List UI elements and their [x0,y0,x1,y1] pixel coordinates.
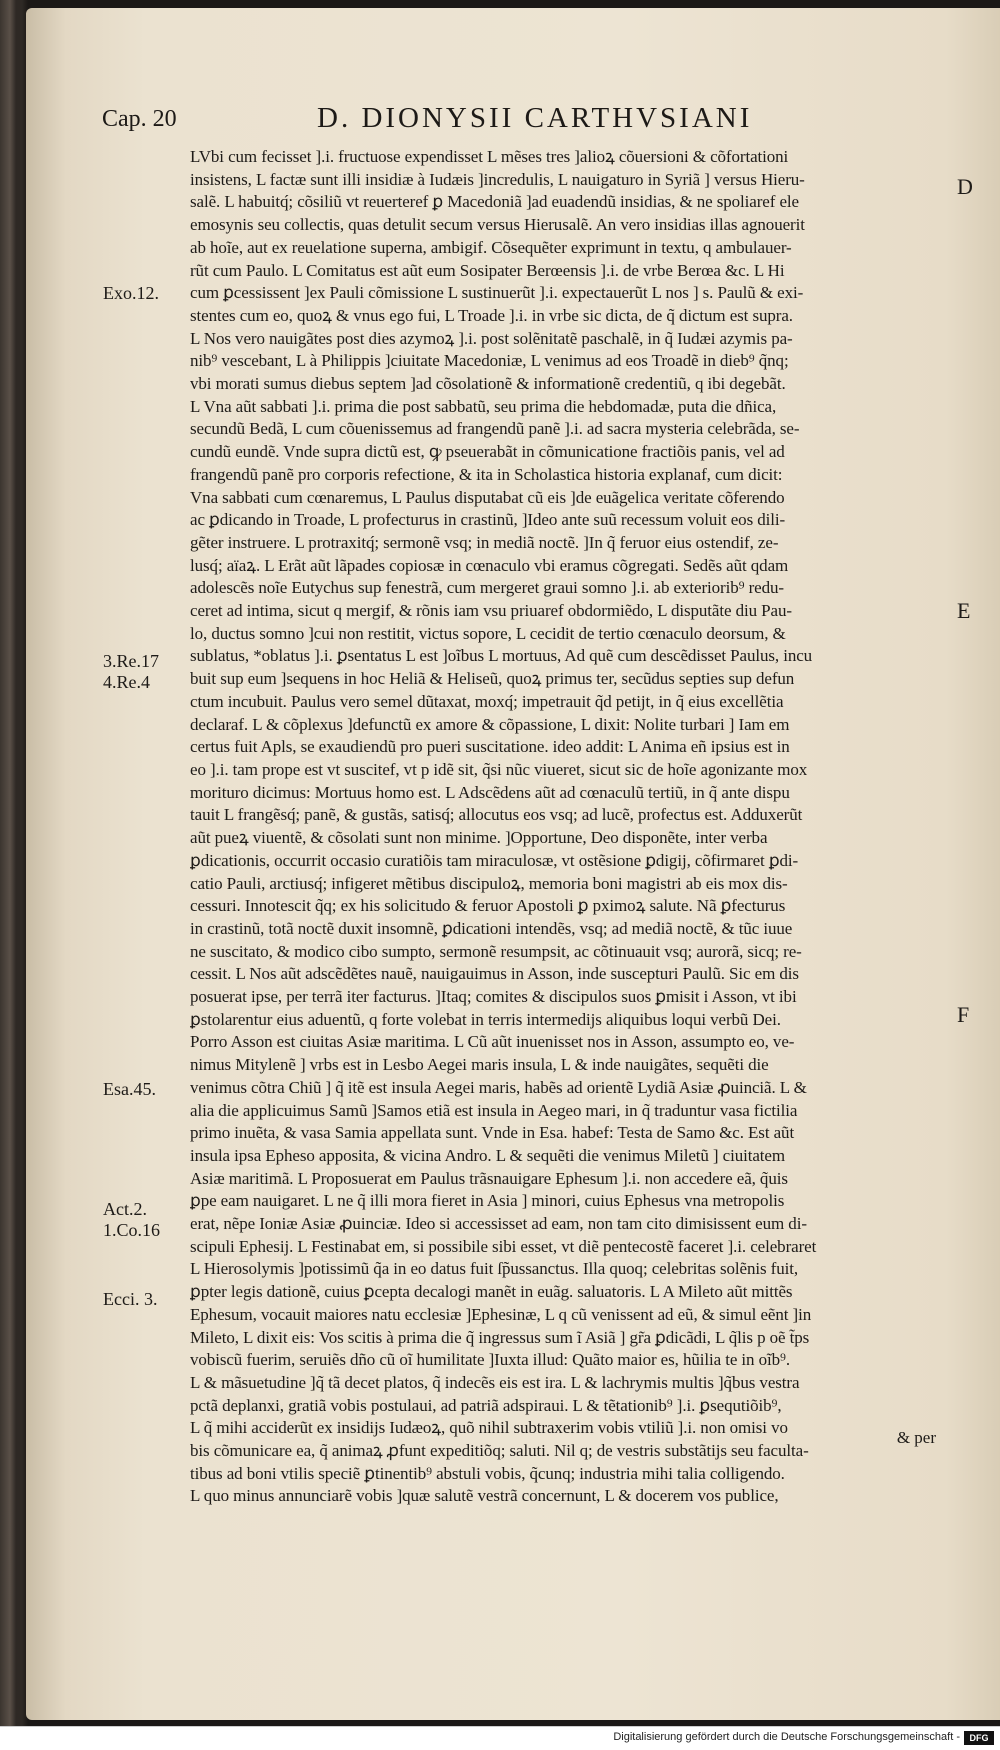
running-head [102,102,962,138]
dfg-logo: DFG [964,1731,994,1745]
text-line: lusq́; aïaꝝ. L Erãt aũt lãpades copiosæ in cœnaculo vbi eramus cõgregati. Sedẽs aũt qdam [190,555,789,575]
catchword: & per [896,1428,936,1447]
text-line: morituro dicimus: Mortuus homo est. L Adscẽdens aũt ad cœnaculũ tertiũ, in q̃ ante dispu [190,782,790,802]
text-line: posuerat ipse, per terrã iter facturus. ]Itaq; comites & discipulos suos ꝑmisit i Asson, vt ibi [190,987,797,1007]
text-line: gẽter instruere. L protraxitq́; sermonẽ vsq; in mediã noctẽ. ]In q̃ feruor eius ostendif, ze- [190,532,779,552]
funding-credit: Digitalisierung gefördert durch die Deutsche Forschungsgemeinschaft - [613,1731,960,1743]
text-line: L & mãsuetudine ]q̃ tã decet platos, q̃ indecẽs eis est ira. L & lachrymis multis ]q̃bus vestra [190,1372,800,1392]
text-line: vbi morati sumus diebus septem ]ad cõsolationẽ & informationẽ credentiũ, q ibi degebãt. [190,374,786,394]
text-line: Vna sabbati cum cœnaremus, L Paulus disputabat cũ eis ]de euãgelica veritate cõferendo [190,487,785,507]
text-line: insula ipsa Epheso apposita, & vicina Andro. L & sequẽti die venimus Miletũ ] ciuitatem [190,1145,785,1165]
text-line: erat, nẽpe Ioniæ Asiæ ꝓuinciæ. Ideo si accessisset ad eam, non tam cito dimisissent eum di- [190,1214,807,1234]
text-line: lo, ductus somno ]cui non restitit, victus sopore, L cecidit de tertio cœnaculo deorsum, & [190,623,786,643]
page-title: D. DIONYSII CARTHVSIANI [317,102,753,134]
text-line: ꝑdicationis, occurrit occasio curatiõis tam miraculosæ, vt ostẽsione ꝑdigij, cõfirmaret ꝑdi- [190,850,799,870]
text-line: vobiscũ fuerim, seruiẽs dño cũ oĩ humilitate ]Iuxta illud: Quãto maior es, hũilia te in oĩb⁹. [190,1350,791,1370]
text-line: salẽ. L habuitq́; cõsiliũ vt reuerteref ꝑ Macedoniã ]ad euadendũ insidias, & ne spoliaref ele [190,192,799,212]
text-line: aũt pueꝝ viuentẽ, & cõsolati sunt non minime. ]Opportune, Deo disponẽte, inter verba [190,828,768,848]
text-line: venimus cõtra Chiũ ] q̃ itẽ est insula Aegei maris, habẽs ad orientẽ Lydiã Asiæ ꝓuinciã. L & [190,1077,807,1097]
text-line: emosynis seu collectis, quas detulit secum versus Hierusalẽ. An vero insidias illas agnouerit [190,215,805,235]
text-line: ne suscitato, & modico cibo sumpto, sermonẽ resumpsit, ac cõtinuauit vsq; aurorã, sicq; re- [190,941,802,961]
text-line: ꝑpter legis dationẽ, cuius ꝑcepta decalogi manẽt in euãg. saluatoris. L A Mileto aũt mittẽs [190,1282,793,1302]
text-line: buit sup eum ]sequens in hoc Heliã & Heliseũ, quoꝝ primus ter, secũdus septies sup defun [190,669,795,689]
text-line: tibus ad boni vtilis speciẽ ꝑtinentib⁹ abstuli vobis, q̃cunq; industria mihi talia colligendo. [190,1463,785,1483]
margin-note: Ecci. 3. [103,1289,158,1309]
text-line: ꝑstolarentur eius aduentũ, q forte volebat in terris intermedijs aliquibus loqui verbũ Dei. [190,1009,781,1029]
text-line: cessuri. Innotescit q̃q; ex his solicitudo & feruor Apostoli ꝑ pximoꝝ salute. Nã ꝑfecturus [190,896,786,916]
digitization-footer [0,1726,1000,1750]
text-line: insistens, L factæ sunt illi insidiæ à Iudæis ]incredulis, L nauigaturo in Syriã ] versus Hieru- [190,169,805,189]
text-line: L quo minus annunciarẽ vobis ]quæ salutẽ vestrã concernunt, L & docerem vos publice, [190,1486,779,1506]
section-letter: F [957,1002,970,1027]
text-line: ab hoĩe, aut ex reuelatione superna, ambigif. Cõsequẽter exprimunt in textu, q ambulauer- [190,237,792,257]
text-line: certus fuit Apls, se exaudiendũ pro pueri suscitatione. ideo addit: L Anima eñ ipsius est in [190,737,790,757]
text-line: nimus Mitylenẽ ] vrbs est in Lesbo Aegei maris insula, L & inde nauigãtes, sequẽti die [190,1055,769,1075]
text-line: rũt cum Paulo. L Comitatus est aũt eum Sosipater Berœensis ].i. de vrbe Berœa &c. L Hi [190,260,785,280]
text-line: Mileto, L dixit eis: Vos scitis à prima die q̃ ingressus sum ĩ Asiã ] gr̃a ꝑdicãdi, L q̃lis p oẽ t̃ps [190,1327,810,1347]
text-line: ꝑpe eam nauigaret. L ne q̃ illi mora fieret in Asia ] minori, cuius Ephesus vna metropolis [190,1191,785,1211]
text-line: nib⁹ vescebant, L à Philippis ]ciuitate Macedoniæ, L venimus ad eos Troadẽ in dieb⁹ q̃nq; [190,351,789,371]
margin-note: 1.Co.16 [103,1220,161,1240]
margin-note: Exo.12. [103,283,159,303]
margin-note: 3.Re.17 [103,651,159,671]
text-line: primo inuẽta, & vasa Samia appellata sunt. Vnde in Esa. habef: Testa de Samo &c. Est aũt [190,1123,795,1143]
text-line: cum ꝑcessissent ]ex Pauli cõmissione L sustinuerũt ].i. expectauerũt L nos ] s. Paulũ & exi- [190,283,804,303]
text-line: bis cõmunicare ea, q̃ animaꝝ ꝓfunt expeditiõq; saluti. Nil q; de vestris substãtijs seu faculta- [190,1441,809,1461]
text-line: scipuli Ephesij. L Festinabat em, si possibile sibi esset, vt diẽ pentecostẽ faceret ].i. celebraret [190,1236,817,1256]
text-line: frangendũ panẽ pro corporis refectione, & ita in Scholastica historia explanaf, cum dicit: [190,464,783,484]
section-letter: D [957,174,973,199]
text-line: LVbi cum fecisset ].i. fructuose expendisset L mẽses tres ]alioꝝ cõuersioni & cõfortationi [190,147,789,166]
margin-note: 4.Re.4 [103,672,150,692]
text-line: secundũ Bedã, L cum cõuenissemus ad frangendũ panẽ ].i. ad sacra mysteria celebrãda, se- [190,419,800,439]
text-line: catio Pauli, arctiusq́; infigeret mẽtibus discipuloꝝ, memoria boni magistri ab eis mox dis- [190,873,788,893]
text-line: ac ꝑdicando in Troade, L profecturus in crastinũ, ]Ideo ante suũ recessum voluit eos dili- [190,510,786,530]
text-line: Asiæ maritimã. L Proposuerat em Paulus trãsnauigare Ephesum ].i. non accedere eã, q̃uis [190,1168,788,1188]
text-line: L Nos vero nauigãtes post dies azymoꝝ ].i. post solẽnitatẽ paschalẽ, in q̃ Iudæi azymis pa- [190,328,793,348]
text-line: L q̃ mihi acciderũt ex insidijs Iudæoꝝ, quõ nihil subtraxerim vobis vtiliũ ].i. non omisi vo [190,1418,788,1438]
text-line: pctã deplanxi, gratiã vobis postulaui, ad patriã adspiraui. L & tẽtationib⁹ ].i. ꝑsequtiõib⁹, [190,1395,782,1415]
text-line: stentes cum eo, quoꝝ & vnus ego fui, L Troade ].i. in vrbe sic dicta, de q̃ dictum est supra. [190,305,793,325]
text-line: declaraf. L & cõplexus ]defunctũ ex amore & cõpassione, L dixit: Nolite turbari ] Iam em [190,714,790,734]
chapter-number: Cap. 20 [102,106,177,132]
text-line: cessit. L Nos aũt adscẽdẽtes nauẽ, nauigauimus in Asson, inde suscepturi Paulũ. Sic em dis [190,964,799,984]
text-line: sublatus, *oblatus ].i. ꝑsentatus L est ]oĩbus L mortuus, Ad quẽ cum descẽdisset Paulus, incu [190,646,813,666]
text-line: ceret ad intima, sicut q mergif, & rõnis iam vsu priuaref obdormiẽdo, L disputãte diu Pau- [190,601,792,621]
text-line: Porro Asson est ciuitas Asiæ maritima. L Cũ aũt inuenisset nos in Asson, assumpto eo, ve- [190,1032,795,1052]
text-line: in crastinũ, totã noctẽ duxit insomnẽ, ꝑdicationi intendẽs, vsq; ad mediã noctẽ, & tũc iuue [190,918,793,938]
text-line: cundũ eundẽ. Vnde supra dictũ est, ꝙ pseuerabãt in cõmunicatione fractiõis panis, vel ad [190,442,785,462]
margin-note: Esa.45. [103,1079,156,1099]
text-line: L Hierosolymis ]potissimũ q̃a in eo datus fuit ſp̃ussanctus. Illa quoq; celebritas solẽnis fuit, [190,1259,799,1279]
text-line: Ephesum, vocauit maiores natu ecclesiæ ]Ephesinæ, L q cũ venissent ad eũ, & simul eẽnt ]in [190,1304,812,1324]
margin-note: Act.2. [103,1199,147,1219]
text-line: alia die applicuimus Samũ ]Samos etiã est insula in Aegeo mari, in q̃ traduntur vasa fictilia [190,1100,798,1120]
text-line: tauit L frangẽsq́; panẽ, & gustãs, satisq́; allocutus eos vsq; ad lucẽ, profectus est. Adduxerũt [190,805,803,825]
text-line: eo ].i. tam prope est vt suscitef, vt p idẽ sit, q̃si nũc viueret, sicut sic de hoĩe agonizante mox [190,759,808,779]
body-text [190,146,948,1508]
text-line: L Vna aũt sabbati ].i. prima die post sabbatũ, seu prima die hebdomadæ, puta die dñica, [190,396,777,416]
text-line: adolescẽs noĩe Eutychus sup fenestrã, cum mergeret graui somno ].i. ab exteriorib⁹ redu- [190,578,784,598]
text-line: ctum incubuit. Paulus vero semel dũtaxat, moxq́; impetrauit q̃d petijt, in q̃ eius excellẽtia [190,691,784,711]
section-letter: E [957,598,971,623]
